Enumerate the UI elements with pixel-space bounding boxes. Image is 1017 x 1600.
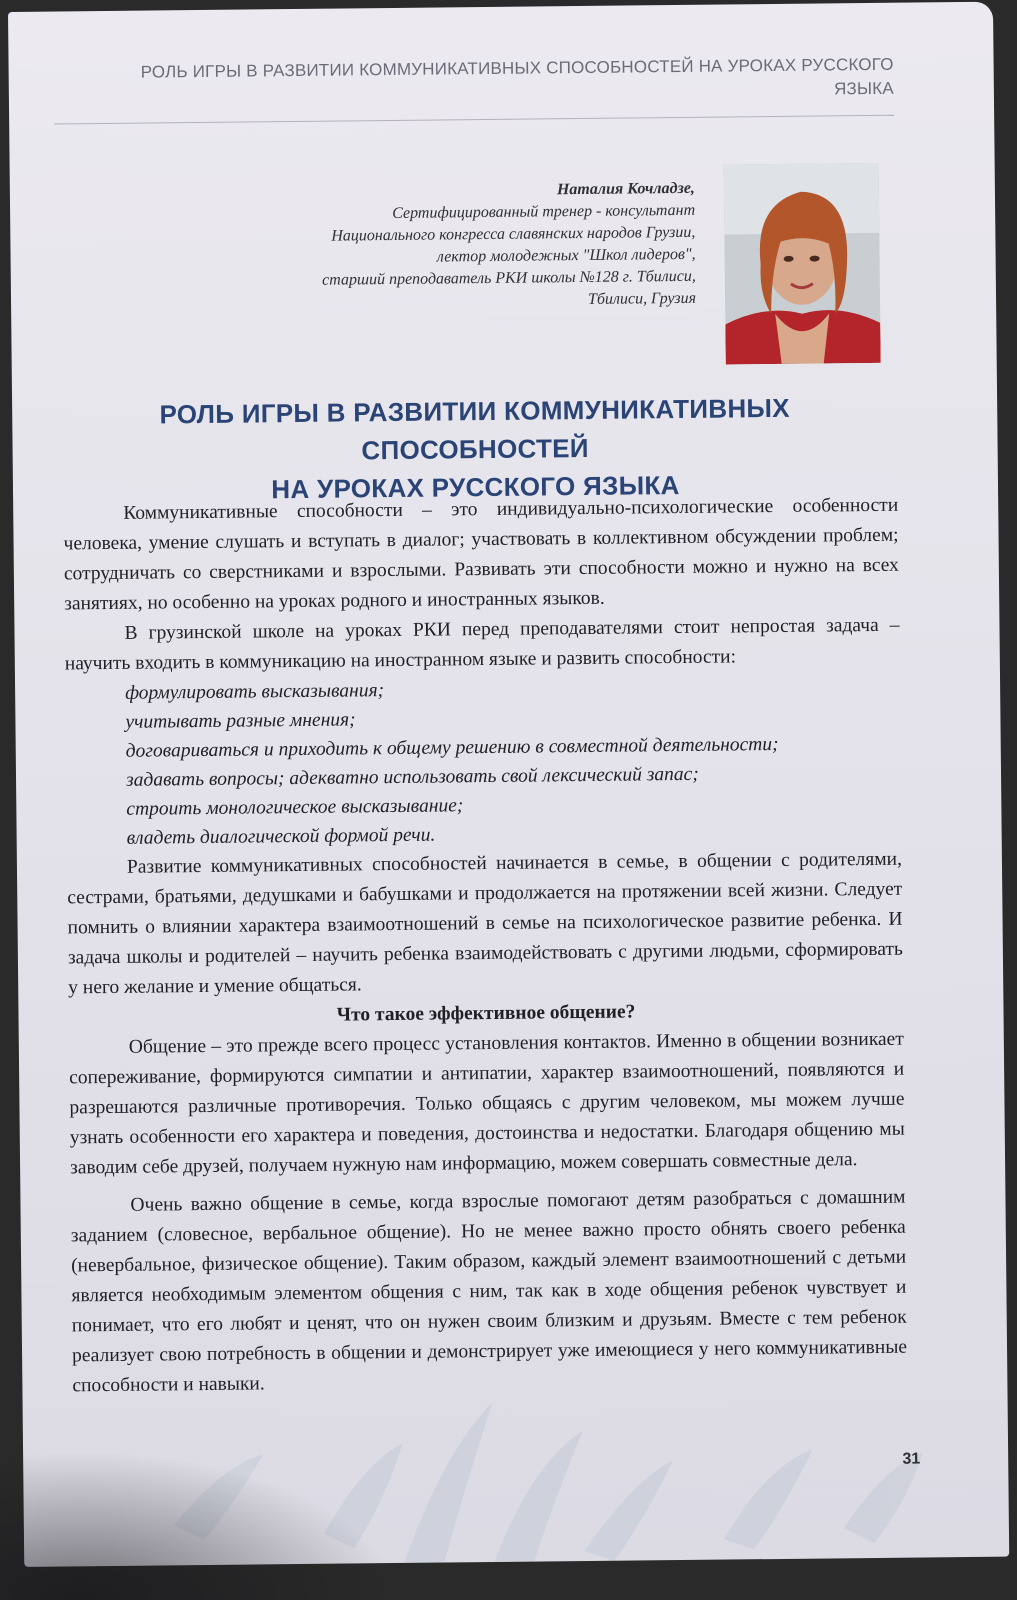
list-item: владеть диалогической формой речи.: [126, 824, 436, 849]
running-head: РОЛЬ ИГРЫ В РАЗВИТИИ КОММУНИКАТИВНЫХ СПОСОБНОСТЕЙ НА УРОКАХ РУССКОГО ЯЗЫКА: [140, 54, 894, 99]
list-item: договариваться и приходить к общему решению в совместной деятельности;: [125, 733, 779, 762]
hand-shadow: [0, 1450, 400, 1600]
author-affiliation-line: Национального конгресса славянских народов Грузии,: [331, 223, 696, 245]
paragraph: Коммуникативные способности – это индивидуально-психологические особенности человека, умение слушать и вступать в диалог; участвовать в коллективном обсуждении проблем; сотрудничать со сверстниками и взрослыми. Развивать эти способности можно и нужно на всех занятиях, но особенно на уроках родного и иностранных языков.: [63, 494, 899, 615]
author-photo: [724, 163, 881, 365]
author-affiliation-line: старший преподаватель РКИ школы №128 г. Тбилиси,: [322, 267, 696, 289]
list-item: учитывать разные мнения;: [125, 709, 356, 733]
author-block: [175, 178, 696, 315]
article-body: [63, 491, 907, 1402]
list-item: формулировать высказывания;: [125, 680, 385, 704]
author-affiliation-line: лектор молодежных "Школ лидеров",: [436, 245, 696, 266]
list-item: задавать вопросы; адекватно использовать свой лексический запас;: [125, 763, 699, 791]
paragraph: Очень важно общение в семье, когда взрослые помогают детям разобраться с домашним заданием (словесное, вербальное общение). Но не менее важно просто обнять своего ребенка (невербальное, физическое общение). Таким образом, каждый элемент взаимоотношений с детьми является необходимым элементом общения с ним, так как в ходе общения ребенок чувствует и понимает, что его любят и ценят, что он нужен своим близким и друзьям. Вместе с тем ребенок реализует свою потребность в общении и демонстрирует уже имеющиеся у него коммуникативные способности и навыки.: [70, 1186, 908, 1397]
page-number: 31: [902, 1450, 921, 1468]
section-heading: Что такое эффективное общение?: [336, 1001, 636, 1026]
author-location: Тбилиси, Грузия: [587, 289, 697, 308]
skills-list: [65, 671, 902, 854]
list-item: строить монологическое высказывание;: [126, 795, 464, 820]
paragraph: В грузинской школе на уроках РКИ перед преподавателями стоит непростая задача – научить входить в коммуникацию на иностранном языке и развить способности:: [64, 614, 900, 675]
book-page: [8, 2, 1009, 1567]
header-rule: [54, 115, 894, 125]
title-line: РОЛЬ ИГРЫ В РАЗВИТИИ КОММУНИКАТИВНЫХ СПОСОБНОСТЕЙ: [159, 392, 791, 466]
paragraph: Общение – это прежде всего процесс установления контактов. Именно в общении возникает сопереживание, формируются симпатии и антипатии, характер взаимоотношений, появляются и разрешаются различные противоречия. Только общаясь с другим человеком, мы можем лучше узнать особенности его характера и поведения, достоинства и недостатки. Благодаря общению мы заводим себе друзей, получаем нужную нам информацию, можем совершать совместные дела.: [69, 1028, 905, 1179]
paragraph: Развитие коммуникативных способностей начинается в семье, в общении с родителями, сестрами, братьями, дедушками и бабушками и продолжается на протяжении всей жизни. Следует помнить о влиянии характера взаимоотношений в семье на психологическое развитие ребенка. И задача школы и родителей – научить ребенка взаимодействовать с другими людьми, сформировать у него желание и умение общаться.: [67, 848, 903, 999]
author-affiliation-line: Сертифицированный тренер - консультант: [392, 201, 696, 222]
title-line: НА УРОКАХ РУССКОГО ЯЗЫКА: [271, 469, 680, 505]
author-name: Наталия Кочладзе,: [556, 179, 695, 199]
